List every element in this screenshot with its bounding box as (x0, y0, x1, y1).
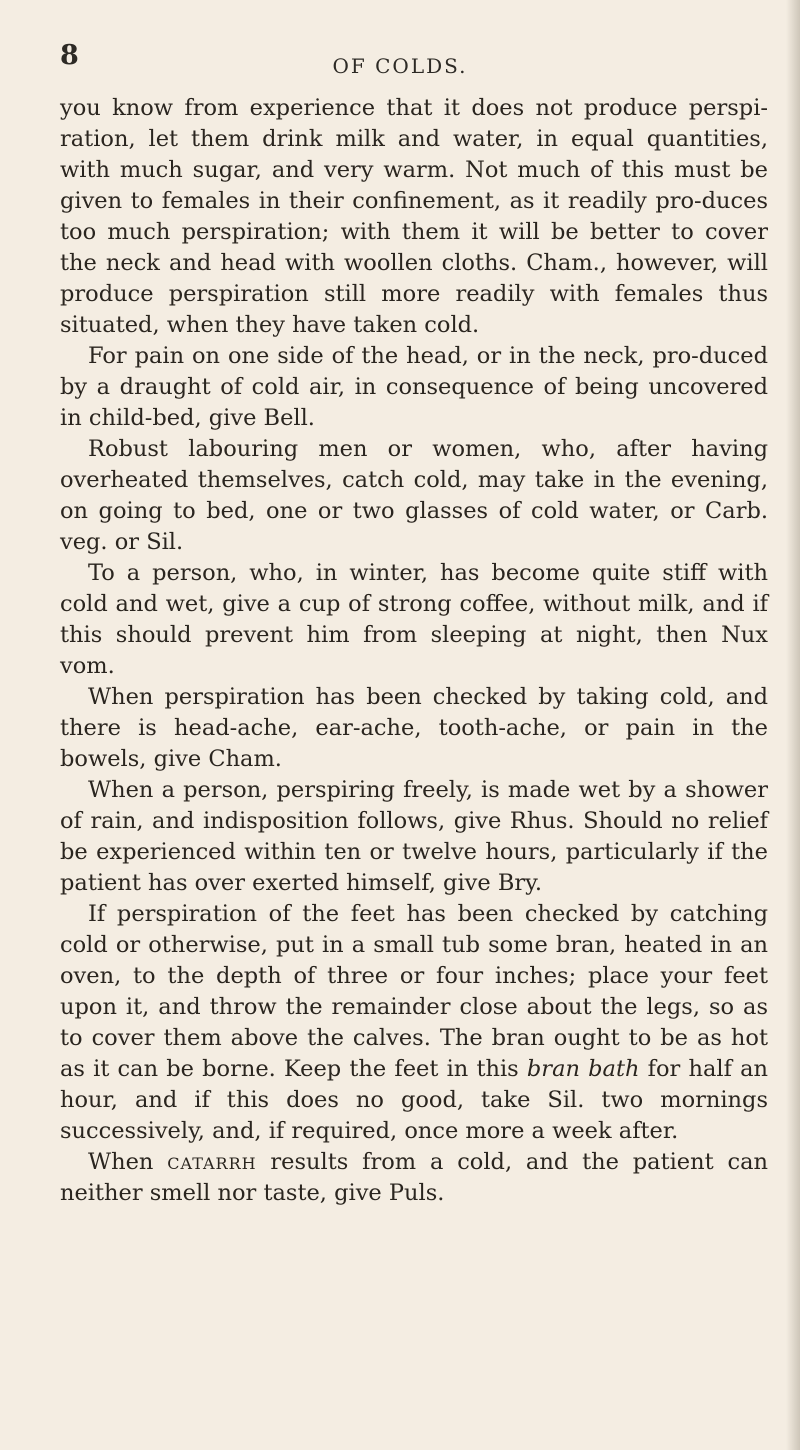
paragraph-7 (60, 899, 768, 1147)
paragraph-7-after: for half an hour, and if this does no good, take Sil. two mornings successively, and, if required, once more a week after. (60, 1056, 768, 1144)
paragraph-4: To a person, who, in winter, has become quite stiff with cold and wet, give a cup of strong coffee, without milk, and if this should prevent him from sleeping at night, then Nux vom. (60, 560, 768, 679)
paragraph-7-italic: bran bath (526, 1056, 640, 1082)
page-edge-shadow (786, 0, 800, 1450)
body-text (60, 93, 768, 1209)
paragraph-3: Robust labouring men or women, who, after having overheated themselves, catch cold, may take in the evening, on going to bed, one or two glasses of cold water, or Carb. veg. or Sil. (60, 436, 768, 555)
paragraph-1: you know from experience that it does not produce perspi-ration, let them drink milk and water, in equal quantities, with much sugar, and very warm. Not much of this must be given to females in their confinement, as it readily pro-duces too much perspiration; with them it will be better to cover the neck and head with woollen cloths. Cham., however, will produce perspiration still more readily with females thus situated, when they have taken cold. (60, 95, 768, 338)
paragraph-8-before: When (88, 1149, 168, 1175)
paragraph-6: When a person, perspiring freely, is made wet by a shower of rain, and indisposition follows, give Rhus. Should no relief be experienced within ten or twelve hours, particularly if the patient has over exerted himself, give Bry. (60, 777, 768, 896)
paragraph-7-before: If perspiration of the feet has been checked by catching cold or otherwise, put in a small tub some bran, heated in an oven, to the depth of three or four inches; place your feet upon it, and throw the remainder close about the legs, so as to cover them above the calves. The bran ought to be as hot as it can be borne. Keep the feet in this (60, 901, 768, 1082)
paragraph-8 (60, 1147, 768, 1209)
paragraph-5: When perspiration has been checked by taking cold, and there is head-ache, ear-ache, tooth-ache, or pain in the bowels, give Cham. (60, 684, 768, 772)
paragraph-8-after: results from a cold, and the patient can neither smell nor taste, give Puls. (60, 1149, 768, 1206)
paragraph-2: For pain on one side of the head, or in the neck, pro-duced by a draught of cold air, in consequence of being uncovered in child-bed, give Bell. (60, 343, 768, 431)
page-number: 8 (60, 40, 79, 71)
paragraph-8-smallcaps: catarrh (167, 1149, 257, 1175)
running-head: OF COLDS. (332, 54, 468, 78)
